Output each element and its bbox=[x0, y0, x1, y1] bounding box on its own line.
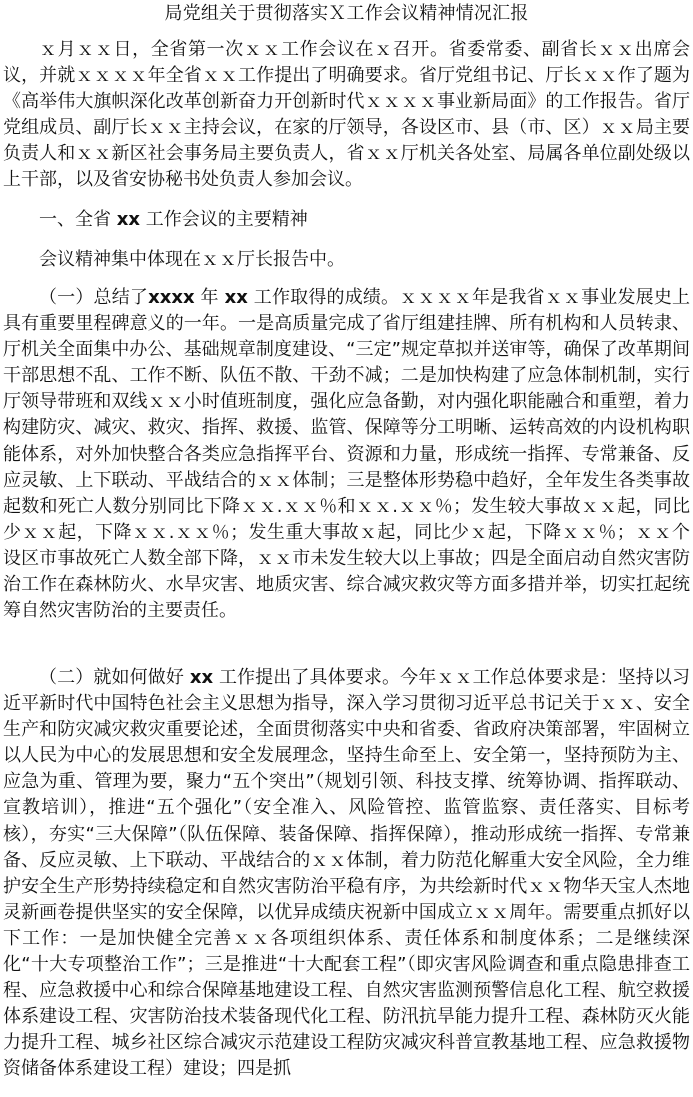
point-one-paragraph bbox=[3, 285, 690, 624]
lead-sentence: 会议精神集中体现在ｘｘ厅长报告中。 bbox=[39, 249, 345, 270]
point-one-bold-year: xxxx bbox=[148, 287, 195, 308]
point-one-mid: 年 bbox=[200, 287, 219, 308]
point-two-label: （二）就如何做好 bbox=[39, 667, 184, 688]
section-heading bbox=[39, 207, 689, 233]
intro-paragraph: ｘ月ｘｘ日，全省第一次ｘｘ工作会议在ｘ召开。省委常委、副省长ｘｘ出席会议，并就ｘｘｘｘ年全省ｘｘ工作提出了明确要求。省厅党组书记、厅长ｘｘ作了题为《高举伟大旗帜深化改革创新奋力开创新时代ｘｘｘｘ事业新局面》的工作报告。省厅党组成员、副厅长ｘｘ主持会议，在家的厅领导，各设区市、县（市、区）ｘｘ局主要负责人和ｘｘ新区社会事务局主要负责人，省ｘｘ厅机关各处室、局属各单位副处级以上干部，以及省安协秘书处负责人参加会议。 bbox=[3, 39, 690, 191]
section-heading-bold: xx bbox=[116, 209, 140, 230]
section-heading-suffix: 工作会议的主要精神 bbox=[145, 209, 308, 230]
document-title: 局党组关于贯彻落实Ｘ工作会议精神情况汇报 bbox=[164, 3, 529, 24]
point-two-bold-xx: xx bbox=[189, 667, 214, 688]
point-one-body: 工作取得的成绩。ｘｘｘｘ年是我省ｘｘ事业发展史上具有重要里程碑意义的一年。一是高质量完成了省厅组建挂牌、所有机构和人员转隶、厅机关全面集中办公、基础规章制度建设、“三定”规定草拟并送审等，确保了改革期间干部思想不乱、工作不断、队伍不散、干劲不减；二是加快构建了应急体制机制，实行厅领导带班和双线ｘｘ小时值班制度，强化应急备勤，对内强化职能融合和重塑，着力构建防灾、减灾、救灾、指挥、救援、监管、保障等分工明晰、运转高效的内设机构职能体系，对外加快整合各类应急指挥平台、资源和力量，形成统一指挥、专常兼备、反应灵敏、上下联动、平战结合的ｘｘ体制；三是整体形势稳中趋好，全年发生各类事故起数和死亡人数分别同比下降ｘｘ.ｘｘ％和ｘｘ.ｘｘ％；发生较大事故ｘｘ起，同比少ｘｘ起，下降ｘｘ.ｘｘ％；发生重大事故ｘ起，同比少ｘ起，下降ｘｘ％；ｘｘ个设区市事故死亡人数全部下降，ｘｘ市未发生较大以上事故；四是全面启动自然灾害防治工作在森林防火、水旱灾害、地质灾害、综合减灾救灾等方面多措并举，切实扛起统筹自然灾害防治的主要责任。 bbox=[3, 287, 691, 622]
point-two-paragraph bbox=[3, 665, 690, 1083]
section-heading-prefix: 一、全省 bbox=[39, 209, 111, 230]
point-one-bold-xx: xx bbox=[224, 287, 248, 308]
point-two-body: 工作提出了具体要求。今年ｘｘ工作总体要求是：坚持以习近平新时代中国特色社会主义思想为指导，深入学习贯彻习近平总书记关于ｘｘ、安全生产和防灾减灾救灾重要论述，全面贯彻落实中央和省委、省政府决策部署，牢固树立以人民为中心的发展思想和安全发展理念，坚持生命至上、安全第一，坚持预防为主、应急为重、管理为要，聚力“五个突出”（规划引领、科技支撑、统筹协调、指挥联动、宣教培训），推进“五个强化”（安全准入、风险管控、监管监察、责任落实、目标考核），夯实“三大保障”（队伍保障、装备保障、指挥保障），推动形成统一指挥、专常兼备、反应灵敏、上下联动、平战结合的ｘｘ体制，着力防范化解重大安全风险，全力维护安全生产形势持续稳定和自然灾害防治平稳有序，为共绘新时代ｘｘ物华天宝人杰地灵新画卷提供坚实的安全保障，以优异成绩庆祝新中国成立ｘｘ周年。需要重点抓好以下工作：一是加快健全完善ｘｘ各项组织体系、责任体系和制度体系；二是继续深化“十大专项整治工作”；三是推进“十大配套工程”（即灾害风险调查和重点隐患排查工程、应急救援中心和综合保障基地建设工程、自然灾害监测预警信息化工程、航空救援体系建设工程、灾害防治技术装备现代化工程、防汛抗旱能力提升工程、森林防灭火能力提升工程、城乡社区综合减灾示范建设工程防灾减灾科普宣教基地工程、应急救援物资储备体系建设工程）建设；四是抓 bbox=[3, 667, 691, 1080]
point-one-label: （一）总结了 bbox=[39, 287, 149, 308]
